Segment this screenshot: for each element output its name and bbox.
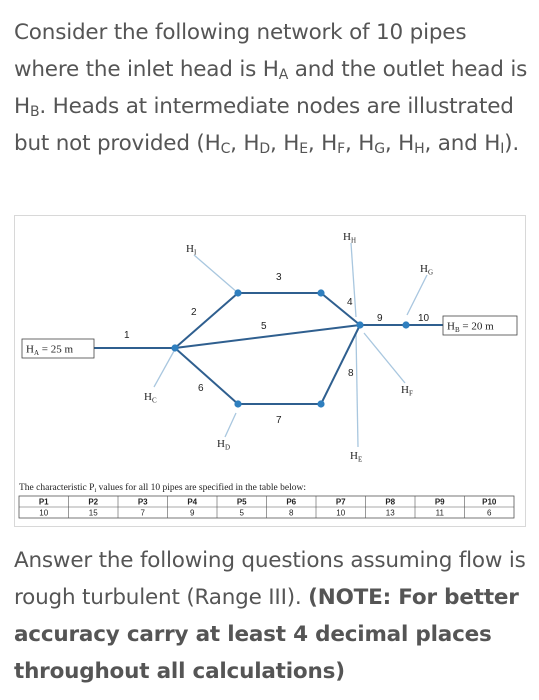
node-e [317, 400, 324, 407]
table-value-p5: 5 [239, 508, 244, 518]
pipe-label-7: 7 [276, 415, 282, 426]
table-header-p10: P10 [482, 497, 497, 507]
sub-b: B [29, 104, 40, 120]
intro-sep: , H [307, 131, 338, 156]
pipe-label-5: 5 [261, 321, 267, 332]
label-hh: $H_H$ [343, 231, 357, 245]
sub-g: G [374, 141, 385, 157]
table-caption: The characteristic $P_i$ values for all 10 pipes are specified in the table below: [19, 483, 306, 494]
question-text: Answer the following questions assuming flow is rough turbulent (Range III). [14, 548, 526, 610]
intro-text: Consider the following network of 10 pipes where the inlet head is H [14, 20, 467, 82]
pipe-label-2: 2 [191, 307, 197, 318]
question-note: (NOTE: For better accuracy carry at least 4 decimal places throughout all calculations) [14, 585, 519, 684]
table-value-p4: 9 [190, 508, 195, 518]
sub-c: C [220, 141, 231, 157]
intro-text: ). [504, 131, 519, 156]
node-c [171, 344, 178, 351]
table-header-p3: P3 [137, 497, 148, 507]
problem-statement [14, 14, 534, 162]
table-value-p7: 10 [336, 508, 346, 518]
pipe-label-4: 4 [347, 297, 353, 308]
ha-label: $H_A = 25$ m [26, 343, 74, 357]
table-header-p5: P5 [236, 497, 247, 507]
intro-sep: , H [345, 131, 375, 156]
sub-h: H [414, 141, 425, 157]
node-i [234, 289, 241, 296]
intro-sep: , H [230, 131, 260, 156]
node-d [234, 400, 241, 407]
pipe-values-table [19, 496, 514, 518]
table-header-p2: P2 [88, 497, 99, 507]
table-value-p8: 13 [385, 508, 395, 518]
intro-text: . Heads at intermediate nodes are illustrated but not provided (H [14, 94, 514, 156]
node-h-left [317, 289, 324, 296]
node-h [356, 321, 363, 328]
sub-a: A [278, 67, 289, 83]
pipe-network-figure [14, 215, 526, 527]
sub-f: F [337, 141, 345, 157]
intro-sep: , H [384, 131, 415, 156]
pipe-label-9: 9 [377, 313, 383, 324]
table-value-p6: 8 [289, 508, 294, 518]
sub-d: D [259, 141, 270, 157]
label-hg: $H_G$ [420, 263, 434, 277]
intro-text: , and H [424, 131, 501, 156]
table-value-p3: 7 [140, 508, 145, 518]
table-value-p1: 10 [39, 508, 49, 518]
intro-sep: , H [269, 131, 300, 156]
table-value-p2: 15 [88, 508, 98, 518]
pipe-label-8: 8 [348, 368, 354, 379]
label-he: $H_E$ [350, 450, 363, 464]
sub-e: E [299, 141, 308, 157]
table-value-p9: 11 [435, 508, 444, 518]
question-statement [14, 542, 534, 690]
table-header-p1: P1 [38, 497, 49, 507]
pipe-label-10: 10 [418, 313, 430, 324]
pipe-label-1: 1 [124, 330, 130, 341]
hb-label: $H_B = 20$ m [447, 320, 494, 334]
pipe-label-3: 3 [276, 272, 282, 283]
table-header-p9: P9 [434, 497, 445, 507]
table-value-p10: 6 [487, 508, 492, 518]
label-hd: $H_D$ [217, 438, 231, 452]
pipe-label-6: 6 [198, 383, 204, 394]
table-header-p4: P4 [187, 497, 198, 507]
figure-frame [15, 216, 526, 527]
intro-text: and the outlet head is H [14, 57, 528, 119]
table-header-p7: P7 [335, 497, 346, 507]
sub-i: I [500, 141, 505, 157]
label-hi: $H_I$ [186, 243, 197, 257]
table-header-p6: P6 [286, 497, 297, 507]
label-hc: $H_C$ [144, 391, 157, 405]
table-header-p8: P8 [385, 497, 396, 507]
node-g [402, 321, 409, 328]
label-hf: $H_F$ [401, 384, 413, 398]
